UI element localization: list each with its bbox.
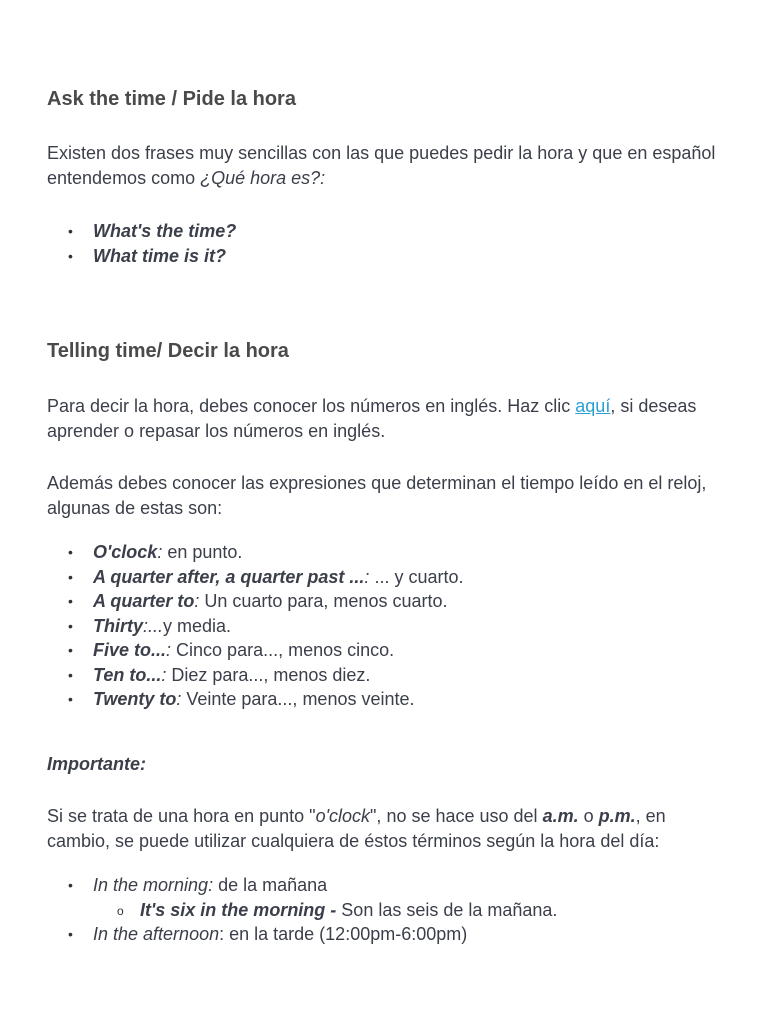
am-term: a.m. bbox=[542, 806, 579, 826]
list-item bbox=[47, 540, 463, 565]
numbers-text-after: , si deseas aprender o repasar los números en inglés. bbox=[47, 396, 697, 441]
expression-term: Ten to... bbox=[93, 664, 162, 685]
oclock-term: o'clock bbox=[315, 806, 371, 826]
numbers-paragraph bbox=[47, 394, 727, 444]
heading-telling-time: Telling time/ Decir la hora bbox=[47, 340, 289, 362]
list-item bbox=[47, 565, 463, 590]
time-expressions-list bbox=[47, 540, 463, 712]
list-item bbox=[47, 663, 463, 688]
list-item bbox=[47, 638, 463, 663]
numbers-link[interactable]: aquí bbox=[575, 396, 611, 416]
expression-term: O'clock bbox=[93, 542, 158, 562]
list-item bbox=[47, 589, 463, 614]
expression-term: Thirty bbox=[93, 615, 144, 636]
pm-term: p.m. bbox=[598, 806, 636, 826]
expression-separator: : bbox=[161, 664, 167, 685]
expression-term: Twenty to bbox=[93, 689, 177, 709]
intro-italic-phrase: ¿Qué hora es?: bbox=[200, 168, 326, 188]
important-text-3: o bbox=[578, 806, 599, 826]
expression-meaning: en punto. bbox=[162, 542, 243, 562]
afternoon-meaning: : en la tarde (12:00pm-6:00pm) bbox=[219, 924, 468, 944]
list-item bbox=[47, 244, 236, 269]
time-of-day-list bbox=[47, 873, 557, 947]
expression-meaning: ... y cuarto. bbox=[369, 566, 464, 587]
important-paragraph bbox=[47, 804, 727, 854]
expression-separator: : bbox=[364, 566, 370, 587]
expression-separator: : bbox=[157, 542, 163, 562]
expression-separator: : bbox=[176, 689, 182, 709]
expression-meaning: Cinco para..., menos cinco. bbox=[171, 640, 395, 660]
morning-example-list bbox=[93, 898, 557, 923]
expression-term: A quarter after, a quarter past ... bbox=[93, 566, 365, 587]
expression-separator: : bbox=[166, 640, 172, 660]
list-item bbox=[47, 687, 463, 712]
expression-separator: :... bbox=[143, 615, 164, 636]
expression-term: A quarter to bbox=[93, 591, 195, 611]
intro-paragraph bbox=[47, 141, 727, 191]
ask-time-phrase-list bbox=[47, 219, 236, 268]
morning-example-meaning: Son las seis de la mañana. bbox=[341, 899, 558, 920]
morning-meaning: de la mañana bbox=[213, 875, 328, 895]
list-item bbox=[47, 614, 463, 639]
list-item bbox=[47, 873, 557, 922]
expression-term: Five to... bbox=[93, 640, 167, 660]
morning-term: In the morning: bbox=[93, 875, 214, 895]
important-text-1: Si se trata de una hora en punto " bbox=[47, 806, 316, 826]
phrase-text: What's the time? bbox=[93, 221, 237, 241]
intro-text: Existen dos frases muy sencillas con las que puedes pedir la hora y que en español entendemos como bbox=[47, 143, 716, 188]
numbers-text-before: Para decir la hora, debes conocer los números en inglés. Haz clic bbox=[47, 396, 576, 416]
list-item bbox=[47, 922, 557, 947]
expressions-intro-paragraph: Además debes conocer las expresiones que determinan el tiempo leído en el reloj, algunas de estas son: bbox=[47, 473, 707, 518]
expression-meaning: Un cuarto para, menos cuarto. bbox=[199, 591, 448, 611]
expression-meaning: Veinte para..., menos veinte. bbox=[181, 689, 415, 709]
list-item bbox=[93, 898, 557, 923]
expression-meaning: y media. bbox=[163, 615, 232, 636]
afternoon-term: In the afternoon bbox=[93, 924, 220, 944]
important-label: Importante: bbox=[47, 754, 146, 774]
expression-separator: : bbox=[194, 591, 200, 611]
morning-example-term: It's six in the morning - bbox=[140, 899, 342, 920]
important-text-2: ", no se hace uso del bbox=[370, 806, 543, 826]
list-item bbox=[47, 219, 236, 244]
important-text-4: , en cambio, se puede utilizar cualquiera de éstos términos según la hora del día: bbox=[47, 806, 666, 851]
heading-ask-time: Ask the time / Pide la hora bbox=[47, 88, 296, 110]
expression-meaning: Diez para..., menos diez. bbox=[166, 664, 371, 685]
phrase-text: What time is it? bbox=[93, 245, 227, 266]
